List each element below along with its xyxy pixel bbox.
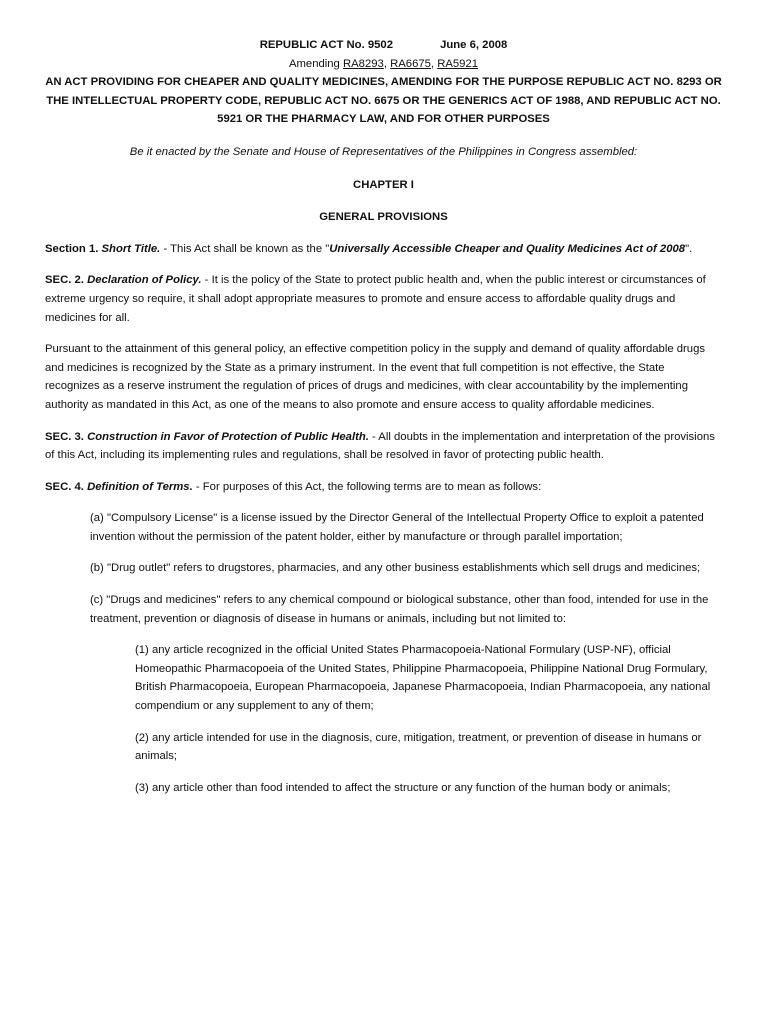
section-2-paragraph-2: Pursuant to the attainment of this general policy, an effective competition policy in the supply and demand of quality affordable drugs and medicines is recognized by the State as a primary instrument. In the event that full competition is not effective, the State recognizes as a reserve instrument the regulation of prices of drugs and medicines, with clear accountability by the implementing authority as mandated in this Act, as one of the means to also promote and ensure access to quality affordable medicines. [45, 343, 706, 411]
enacting-clause: Be it enacted by the Senate and House of Representatives of the Philippines in Congress assembled: [129, 145, 638, 158]
amend-link-ra5921[interactable]: RA5921 [437, 57, 479, 70]
definition-a: (a) "Compulsory License" is a license issued by the Director General of the Intellectual Property Office to exploit a patented invention without the permission of the patent holder, either by manufacture or through parallel importation; [90, 512, 704, 543]
amend-link-ra8293[interactable]: RA8293 [342, 57, 384, 70]
section-2 [45, 271, 722, 327]
act-number-line [45, 36, 722, 55]
chapter-label: CHAPTER I [353, 178, 414, 191]
definition-c-item-3: (3) any article other than food intended to affect the structure or any function of the human body or animals; [135, 781, 671, 794]
section-text: - This Act shall be known as the " [160, 242, 330, 255]
section-title: Construction in Favor of Protection of Public Health. [87, 430, 369, 443]
section-text: - For purposes of this Act, the following terms are to mean as follows: [192, 480, 542, 493]
act-date: June 6, 2008 [440, 39, 508, 51]
section-4 [45, 478, 722, 497]
section-1 [45, 240, 722, 259]
section-title: Declaration of Policy. [87, 274, 202, 287]
section-title: Definition of Terms. [87, 480, 193, 493]
definition-c-item-1: (1) any article recognized in the official United States Pharmacopoeia-National Formulary (USP-NF), official Homeopathic Pharmacopoeia of the United States, Philippine Pharmacopoeia, Philippine National Drug Formulary, British Pharmacopoeia, European Pharmacopoeia, Japanese Pharmacopoeia, Indian Pharmacopoeia, any national compendium or any supplement to any of them; [135, 644, 711, 713]
amending-prefix: Amending [288, 57, 340, 70]
amending-line: Amending RA8293, RA6675, RA5921 [288, 57, 479, 70]
definition-c: (c) "Drugs and medicines" refers to any chemical compound or biological substance, other than food, intended for use in the treatment, prevention or diagnosis of disease in humans or animals, including but not limited to: [90, 594, 709, 625]
definition-b: (b) "Drug outlet" refers to drugstores, pharmacies, and any other business establishments which sell drugs and medicines; [90, 562, 701, 575]
section-text-end: ". [685, 242, 693, 255]
amend-link-ra6675[interactable]: RA6675 [390, 57, 431, 70]
section-title: Short Title. [101, 242, 161, 255]
act-number: REPUBLIC ACT No. 9502 [259, 39, 393, 51]
chapter-heading: GENERAL PROVISIONS [319, 211, 448, 224]
section-number: Section 1. [45, 242, 99, 255]
section-text: - All doubts in the implementation and interpretation of the provisions of this Act, including its implementing rules and regulations, shall be resolved in favor of protecting public health. [45, 430, 715, 462]
section-number: SEC. 2. [45, 274, 84, 287]
section-text: - It is the policy of the State to protect public health and, when the public interest or circumstances of extreme urgency so require, it shall adopt appropriate measures to promote and ensure access to affordable quality drugs and medicines for all. [45, 274, 706, 324]
section-number: SEC. 4. [45, 480, 84, 493]
section-number: SEC. 3. [45, 430, 84, 443]
act-short-title: Universally Accessible Cheaper and Quality Medicines Act of 2008 [329, 242, 686, 255]
act-title: AN ACT PROVIDING FOR CHEAPER AND QUALITY MEDICINES, AMENDING FOR THE PURPOSE REPUBLIC ACT NO. 8293 OR THE INTELLECTUAL PROPERTY CODE, REPUBLIC ACT NO. 6675 OR THE GENERICS ACT OF 1988, AND REPUBLIC ACT NO. 5921 OR THE PHARMACY LAW, AND FOR OTHER PURPOSES [45, 76, 722, 126]
section-3 [45, 428, 722, 465]
definition-c-item-2: (2) any article intended for use in the diagnosis, cure, mitigation, treatment, or prevention of disease in humans or animals; [135, 731, 702, 763]
